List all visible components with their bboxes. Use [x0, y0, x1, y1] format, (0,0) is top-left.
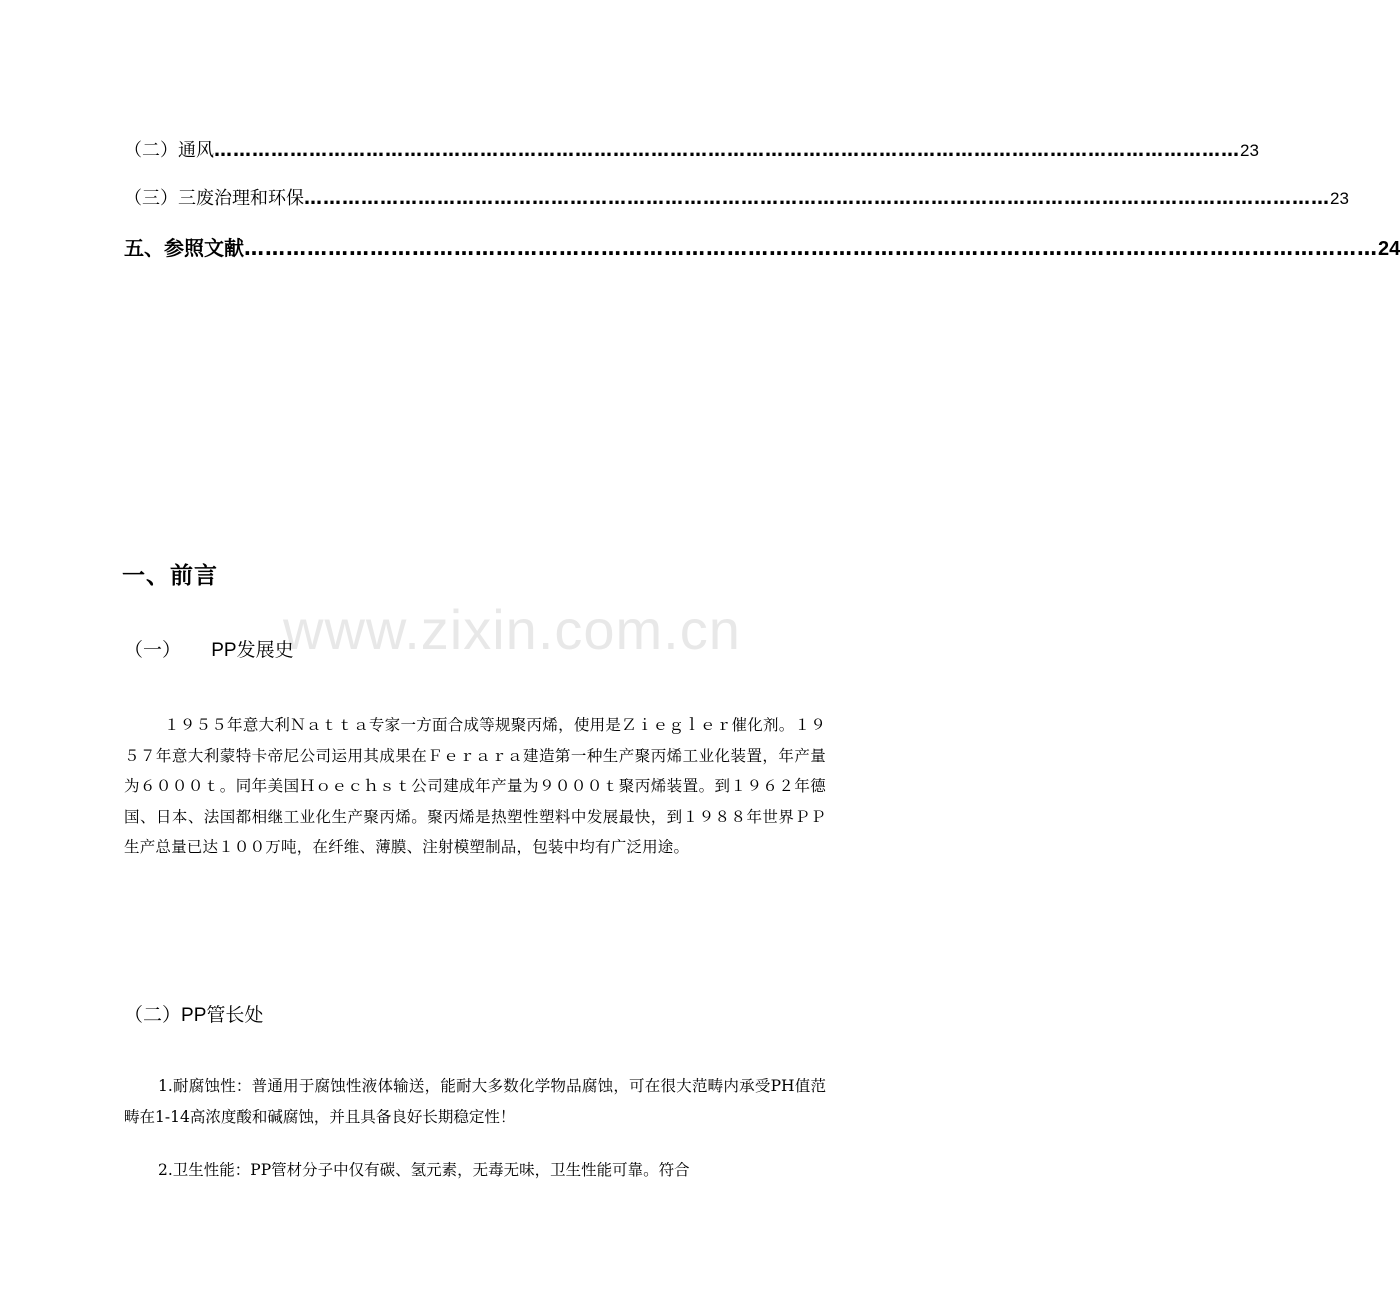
history-paragraph: １９５５年意大利Ｎａｔｔａ专家一方面合成等规聚丙烯，使用是Ｚｉｅｇｌｅｒ催化剂。１９５７年意大利蒙特卡帝尼公司运用其成果在Ｆｅｒａｒａ建造第一种生产聚丙烯工业化装置，年产量为６０００ｔ。同年美国Ｈｏｅｃｈｓｔ公司建成年产量为９０００ｔ聚丙烯装置。到１９６２年德国、日本、法国都相继工业化生产聚丙烯。聚丙烯是热塑性塑料中发展最快，到１９８８年世界ＰＰ生产总量已达１００万吨，在纤维、薄膜、注射模塑制品，包装中均有广泛用途。 [124, 716, 826, 857]
toc-entry-label: （二）通风 [124, 140, 214, 161]
toc-page-number: 23 [1330, 189, 1349, 208]
toc-entry-label: （三）三废治理和环保 [124, 188, 304, 209]
toc-dot-leader: ……………………………………………………………………………………………………………………………………………… [304, 188, 1330, 209]
toc-entry-ventilation[interactable] [124, 136, 1259, 162]
toc-entry-waste-treatment[interactable] [124, 184, 1349, 210]
toc-page-number: 24 [1378, 238, 1400, 260]
subsection-title: 管长处 [206, 1004, 264, 1026]
subsection-heading-advantages [124, 1000, 263, 1027]
pp-abbrev: PP [211, 640, 237, 661]
section-heading-preface: 一、前言 [122, 563, 218, 589]
subsection-number: （二） [124, 1004, 182, 1026]
toc-entry-references[interactable] [124, 232, 1400, 261]
pp-abbrev: PP [181, 1005, 207, 1026]
toc-dot-leader: ……………………………………………………………………………………………………………………………………………… [214, 140, 1240, 161]
site-watermark: www.zixin.com.cn [283, 598, 741, 661]
subsection-number: （一） [124, 639, 182, 661]
toc-dot-leader: ……………………………………………………………………………………………………………………………………………… [244, 236, 1378, 260]
advantage-item-hygiene: 2.卫生性能：PP管材分子中仅有碳、氢元素，无毒无味，卫生性能可靠。符合 [158, 1161, 690, 1179]
toc-entry-label: 五、参照文献 [124, 236, 244, 260]
advantage-item-corrosion: 1.耐腐蚀性：普通用于腐蚀性液体输送，能耐大多数化学物品腐蚀，可在很大范畴内承受PH值范畴在1-14高浓度酸和碱腐蚀，并且具备良好长期稳定性！ [124, 1077, 826, 1126]
heading-gap [181, 639, 211, 661]
subsection-title: 发展史 [236, 639, 294, 661]
toc-page-number: 23 [1240, 141, 1259, 160]
subsection-heading-history [124, 635, 294, 662]
